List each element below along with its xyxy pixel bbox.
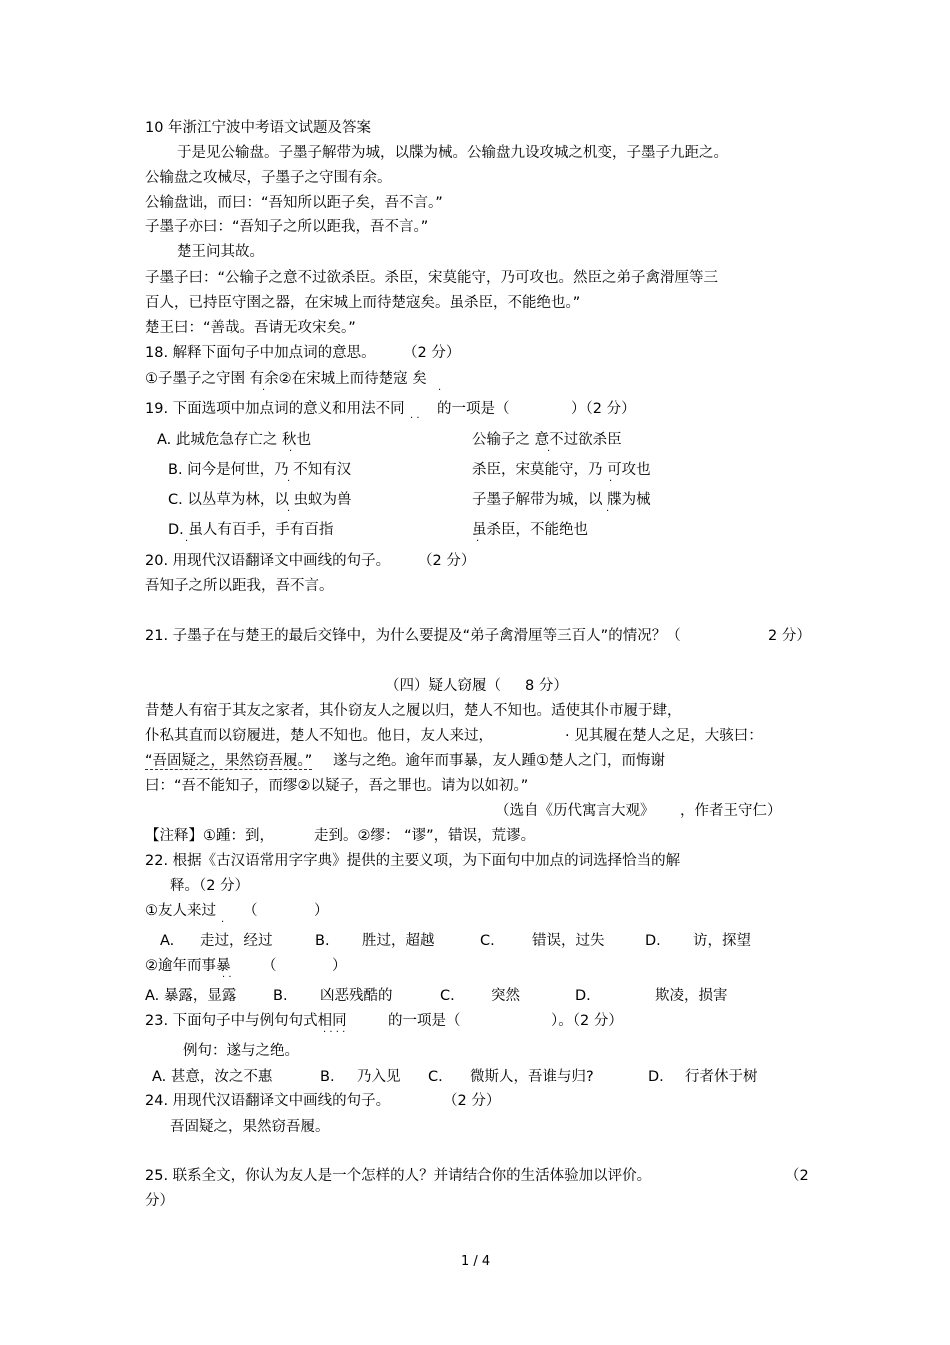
story-line: 昔楚人有宿于其友之家者，其仆窃友人之履以归，楚人不知也。适使其仆市履于肆，: [145, 703, 682, 719]
emphasis-dot: ·: [547, 446, 551, 457]
q22-paren-close-2: ）: [332, 958, 347, 974]
emphasis-dot: · ·: [222, 972, 232, 983]
q23-stem: 23. 下面句子中与例句句式相同: [145, 1013, 347, 1029]
q22-paren-open-2: （: [262, 958, 277, 974]
q22-opt1-b-text: 胜过，超越: [362, 933, 435, 949]
q24-stem: 24. 用现代汉语翻译文中画线的句子。: [145, 1093, 391, 1109]
emphasis-dot: ·: [476, 536, 480, 547]
q23-opt-a: A. 甚意，汝之不惠: [152, 1069, 273, 1085]
q23-opt-d-text: 行者休于树: [685, 1069, 758, 1085]
q22-opt2-a: A. 暴露，显露: [145, 988, 237, 1004]
story-line: 遂与之绝。逾年而事暴，友人踵①楚人之门，而悔谢: [333, 753, 665, 769]
emphasis-dot: ·: [609, 476, 613, 487]
q19-stem: 19. 下面选项中加点词的意义和用法不同: [145, 401, 405, 417]
q19-option-a-left: A. 此城危急存亡之 秋也: [157, 432, 311, 448]
section4-heading: （四）疑人窃履（: [385, 678, 501, 694]
q22-opt2-b: B.: [273, 988, 288, 1004]
q22-opt1-d-text: 访，探望: [693, 933, 751, 949]
q18-stem: 18. 解释下面句子中加点词的意思。: [145, 345, 376, 361]
page-number: 1 / 4: [461, 1254, 491, 1269]
q22-stem: 22. 根据《古汉语常用字字典》提供的主要义项，为下面句中加点的词选择恰当的解: [145, 853, 681, 869]
passage-line: 于是见公输盘。子墨子解带为城，以牒为械。公输盘九设攻城之机变，子墨子九距之。: [177, 145, 728, 161]
q22-opt2-d: D.: [575, 988, 591, 1004]
q19-score: ）（2 分）: [571, 401, 636, 417]
q22-opt2-c: C.: [440, 988, 455, 1004]
story-note-label: 【注释】①踵：到，: [145, 828, 274, 844]
emphasis-dot: ·: [221, 917, 225, 928]
passage-line: 楚王曰：“善哉。吾请无攻宋矣。”: [145, 320, 356, 336]
q23-score: ）。（2 分）: [551, 1013, 623, 1029]
passage-line: 公输盘诎，而曰：“吾知所以距子矣，吾不言。”: [145, 195, 443, 211]
story-author: ，作者王守仁）: [680, 803, 782, 819]
q22-opt1-a-text: 走过，经过: [200, 933, 273, 949]
q23-example: 例句：遂与之绝。: [183, 1043, 299, 1059]
emphasis-dot: ·: [289, 446, 293, 457]
q18-items: ①子墨子之守圉 有余②在宋城上而待楚寇 矣: [145, 371, 427, 387]
q22-opt1-b: B.: [315, 933, 330, 949]
q22-paren-open: （: [243, 903, 258, 919]
q20-sentence: 吾知子之所以距我，吾不言。: [145, 578, 334, 594]
q19-option-b-right: 杀臣，宋莫能守，乃 可攻也: [472, 462, 651, 478]
story-note-rest: 走到。②缪： “谬”，错误，荒谬。: [314, 828, 536, 844]
story-line: 曰：“吾不能知子，而缪②以疑子，吾之罪也。请为以如初。”: [145, 778, 529, 794]
q19-stem-2: 的一项是（: [437, 401, 510, 417]
q23-opt-d: D.: [648, 1069, 664, 1085]
emphasis-dot: ·: [287, 476, 291, 487]
q19-option-d-right: 虽杀臣，不能绝也: [472, 522, 588, 538]
q18-score: （2 分）: [403, 345, 461, 361]
q23-opt-c-text: 微斯人，吾谁与归?: [470, 1069, 594, 1085]
q22-opt1-c-text: 错误，过失: [532, 933, 605, 949]
q25-stem: 25. 联系全文，你认为友人是一个怎样的人？并请结合你的生活体验加以评价。: [145, 1168, 652, 1184]
story-underlined-sentence: “吾固疑之，果然窃吾履。”: [145, 753, 313, 769]
q21-stem: 21. 子墨子在与楚王的最后交锋中，为什么要提及“弟子禽滑厘等三百人”的情况？（: [145, 628, 681, 644]
q19-option-c-right: 子墨子解带为城，以 牒为械: [472, 492, 651, 508]
q19-option-a-right: 公输子之 意不过欲杀臣: [472, 432, 622, 448]
emphasis-dot: ·: [262, 385, 266, 396]
q19-option-d-left: D. 虽人有百手，手有百指: [168, 522, 334, 538]
passage-line: 公输盘之攻械尽，子墨子之守围有余。: [145, 170, 392, 186]
passage-line: 子墨子曰：“公输子之意不过欲杀臣。杀臣，宋莫能守，乃可攻也。然臣之弟子禽滑厘等三: [145, 270, 719, 286]
q19-option-b-left: B. 问今是何世，乃 不知有汉: [168, 462, 352, 478]
emphasis-dot: ·: [185, 536, 189, 547]
story-source: （选自《历代寓言大观》: [495, 803, 655, 819]
q23-stem-2: 的一项是（: [388, 1013, 461, 1029]
q21-score: 2 分）: [768, 628, 811, 644]
q22-opt1-a: A.: [160, 933, 175, 949]
q25-score-2: 分）: [145, 1193, 174, 1209]
story-line: · 见其履在楚人之足，大骇曰：: [565, 728, 763, 744]
q22-sub2: ②逾年而事暴: [145, 958, 231, 974]
q20-stem: 20. 用现代汉语翻译文中画线的句子。: [145, 553, 391, 569]
q19-option-c-left: C. 以丛草为林，以 虫蚁为兽: [168, 492, 352, 508]
passage-line: 子墨子亦曰：“吾知子之所以距我，吾不言。”: [145, 219, 429, 235]
q24-score: （2 分）: [443, 1093, 501, 1109]
emphasis-dot: ·: [287, 506, 291, 517]
q22-stem-2: 释。（2 分）: [170, 878, 250, 894]
q20-score: （2 分）: [418, 553, 476, 569]
q23-opt-b-text: 乃入见: [357, 1069, 401, 1085]
q22-opt1-d: D.: [645, 933, 661, 949]
emphasis-dot: ·: [606, 506, 610, 517]
passage-line: 楚王问其故。: [177, 244, 264, 260]
q25-score: （2: [785, 1168, 809, 1184]
q23-opt-b: B.: [320, 1069, 335, 1085]
emphasis-dot: · ·: [410, 413, 420, 424]
story-line: 仆私其直而以窃履进，楚人不知也。他日，友人来过，: [145, 728, 493, 744]
q22-opt2-c-text: 突然: [491, 988, 520, 1004]
emphasis-dot: ·: [438, 385, 442, 396]
emphasis-dot: · · · ·: [323, 1027, 346, 1038]
q22-sub1: ①友人来过: [145, 903, 216, 919]
doc-title: 10 年浙江宁波中考语文试题及答案: [145, 120, 372, 136]
q22-opt2-d-text: 欺凌，损害: [655, 988, 728, 1004]
q24-sentence: 吾固疑之，果然窃吾履。: [170, 1119, 330, 1135]
q22-paren-close: ）: [314, 903, 329, 919]
q22-opt2-b-text: 凶恶残酷的: [320, 988, 393, 1004]
q23-opt-c: C.: [428, 1069, 443, 1085]
passage-line: 百人，已持臣守圉之器，在宋城上而待楚寇矣。虽杀臣，不能绝也。”: [145, 295, 581, 311]
section4-score: 8 分）: [525, 678, 568, 694]
q22-opt1-c: C.: [480, 933, 495, 949]
